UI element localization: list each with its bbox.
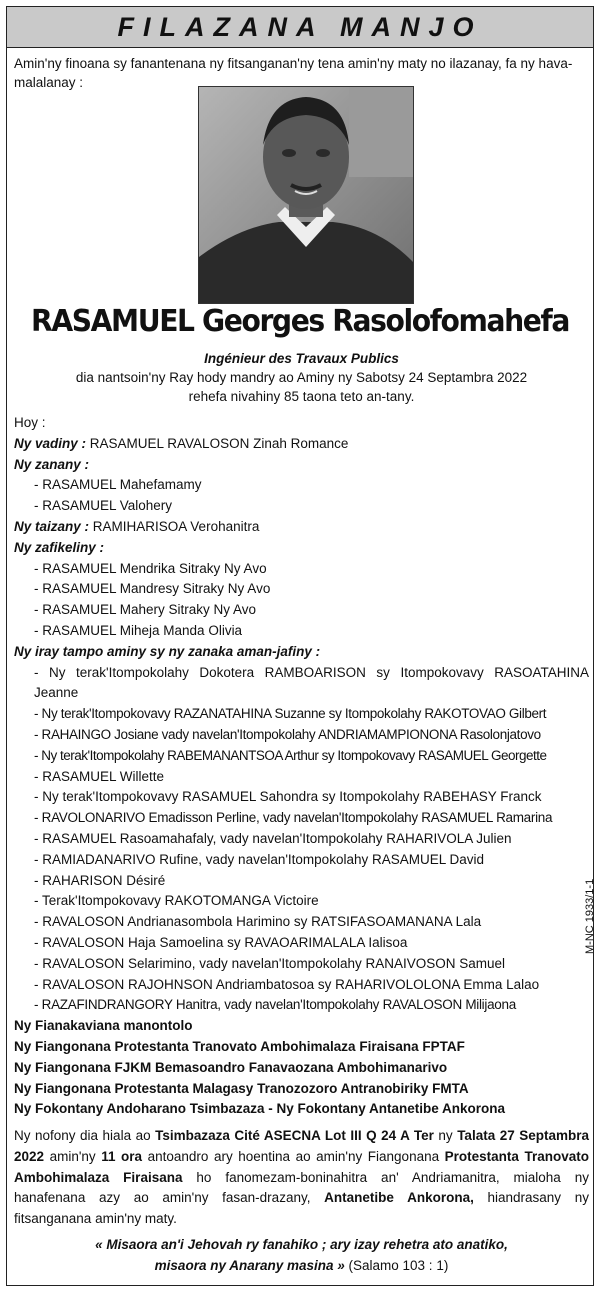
- group-item: Ny Fokontany Andoharano Tsimbazaza - Ny Fokontany Antanetibe Ankorona: [14, 1101, 506, 1117]
- quote-line-1: « Misaora an'i Jehovah ry fanahiko ; ary izay rehetra ato anatiko,: [95, 1237, 508, 1252]
- spouse-label: Ny vadiny :: [14, 435, 87, 451]
- funeral-church: Protestanta Tranovato Ambohimalaza Firaisana: [14, 1148, 589, 1185]
- siblings-label: Ny iray tampo aminy sy ny zanaka aman-jafiny :: [14, 643, 321, 659]
- sibling-item: - RAHAINGO Josiane vady navelan'Itompokolahy ANDRIAMAMPIONONA Rasolonjatovo: [34, 726, 541, 742]
- reference-code: M-NC 1933/1-1: [584, 878, 596, 954]
- grandchild-item: - RASAMUEL Miheja Manda Olivia: [34, 622, 243, 638]
- portrait-image: [199, 87, 413, 303]
- funeral-details: [14, 1126, 589, 1230]
- funeral-text: amin'ny: [44, 1148, 102, 1164]
- grandchild-item: - RASAMUEL Mahery Sitraky Ny Avo: [34, 602, 257, 618]
- sibling-item: - RAVALOSON Selarimino, vady navelan'Itompokolahy RANAIVOSON Samuel: [34, 955, 506, 971]
- header-banner: [7, 7, 593, 48]
- grandchildren-label: Ny zafikeliny :: [14, 539, 105, 555]
- portrait-photo: [198, 86, 414, 304]
- deceased-title: Ingénieur des Travaux Publics: [204, 351, 399, 366]
- sibling-item: - RAVALOSON Andrianasombola Harimino sy RATSIFASOAMANANA Lala: [34, 914, 482, 930]
- header-title: FILAZANA MANJO: [117, 11, 483, 42]
- grandchild-item: - RASAMUEL Mandresy Sitraky Ny Avo: [34, 581, 271, 597]
- sibling-item: - RAVALOSON Haja Samoelina sy RAVAOARIMALALA Ialisoa: [34, 934, 408, 950]
- sibling-item: - RASAMUEL Rasoamahafaly, vady navelan'Itompokolahy RAHARIVOLA Julien: [34, 830, 512, 846]
- spouse-value: RASAMUEL RAVALOSON Zinah Romance: [86, 435, 349, 451]
- intro-text: Amin'ny finoana sy fanantenana ny fitsanganan'ny tena amin'ny maty no ilazanay, fa ny hava-malalanay :: [14, 56, 573, 90]
- funeral-text: Ny nofony dia hiala ao: [14, 1128, 156, 1143]
- funeral-time: 11 ora: [101, 1148, 143, 1164]
- sibling-item: - RAVALOSON RAJOHNSON Andriambatosoa sy RAHARIVOLOLONA Emma Lalao: [34, 976, 540, 992]
- grandchild-item: - RASAMUEL Mendrika Sitraky Ny Avo: [34, 560, 267, 576]
- deceased-name: RASAMUEL Georges Rasolofomahefa: [31, 304, 569, 339]
- foster-value: RAMIHARISOA Verohanitra: [89, 518, 260, 534]
- spouse-row: [14, 434, 589, 455]
- sibling-item: - Ny terak'Itompokovavy RAZANATAHINA Suzanne sy Itompokolahy RAKOTOVAO Gilbert: [34, 706, 547, 722]
- deceased-details: [14, 349, 589, 406]
- sibling-item: - RAHARISON Désiré: [34, 872, 166, 888]
- bible-quote: [14, 1234, 589, 1276]
- foster-label: Ny taizany :: [14, 518, 90, 534]
- hoy-label: Hoy :: [14, 415, 46, 430]
- child-item: - RASAMUEL Mahefamamy: [34, 477, 202, 493]
- sibling-item: - Ny terak'Itompokovavy RASAMUEL Sahondra sy Itompokolahy RABEHASY Franck: [34, 789, 542, 805]
- group-item: Ny Fiangonana Protestanta Malagasy Tranozozoro Antranobiriky FMTA: [14, 1080, 469, 1096]
- funeral-text: ny: [433, 1128, 458, 1143]
- sibling-item: - RAMIADANARIVO Rufine, vady navelan'Itompokolahy RASAMUEL David: [34, 851, 485, 867]
- sibling-item: - RAZAFINDRANGORY Hanitra, vady navelan'Itompokolahy RAVALOSON Milijaona: [34, 997, 516, 1013]
- funeral-text: ho fanomezam-boninahitra an' Andriamanitra, mialoha ny hanafenana azy ao amin'ny fasan-drazany,: [14, 1169, 589, 1206]
- foster-row: [14, 517, 589, 538]
- age-line: rehefa nivahiny 85 taona teto an-tany.: [188, 389, 415, 404]
- quote-line-2: misaora ny Anarany masina »: [154, 1258, 345, 1273]
- side-reference: [574, 878, 596, 954]
- sibling-item: - RAVOLONARIVO Emadisson Perline, vady navelan'Itompokolahy RASAMUEL Ramarina: [34, 810, 553, 826]
- funeral-text: hiandrasany ny fitsanganana amin'ny maty.: [14, 1190, 589, 1227]
- burial-place: Antanetibe Ankorona,: [324, 1190, 474, 1206]
- group-item: Ny Fiangonana Protestanta Tranovato Ambohimalaza Firaisana FPTAF: [14, 1038, 465, 1054]
- group-item: Ny Fianakaviana manontolo: [14, 1018, 193, 1034]
- funeral-location: Tsimbazaza Cité ASECNA Lot III Q 24 A Ter: [155, 1128, 434, 1143]
- sibling-item: - Ny terak'Itompokolahy RABEMANANTSOA Arthur sy Itompokovavy RASAMUEL Georgette: [34, 747, 547, 763]
- child-item: - RASAMUEL Valohery: [34, 498, 173, 514]
- quote-reference: (Salamo 103 : 1): [344, 1258, 449, 1273]
- group-item: Ny Fiangonana FJKM Bemasoandro Fanavaozana Ambohimanarivo: [14, 1059, 448, 1075]
- quote-line-2-row: [14, 1255, 589, 1276]
- children-label: Ny zanany :: [14, 456, 90, 472]
- family-list: [14, 413, 589, 1120]
- funeral-text: antoandro ary hoentina ao amin'ny Fiangonana: [142, 1148, 445, 1164]
- death-announcement: dia nantsoin'ny Ray hody mandry ao Aminy ny Sabotsy 24 Septambra 2022: [75, 370, 528, 385]
- funeral-date: Talata 27 Septambra 2022: [14, 1128, 589, 1164]
- sibling-item: - Terak'Itompokovavy RAKOTOMANGA Victoire: [34, 893, 319, 909]
- sibling-item: - RASAMUEL Willette: [34, 768, 165, 784]
- sibling-item: - Ny terak'Itompokolahy Dokotera RAMBOARISON sy Itompokovavy RASOATAHINA Jeanne: [34, 664, 589, 701]
